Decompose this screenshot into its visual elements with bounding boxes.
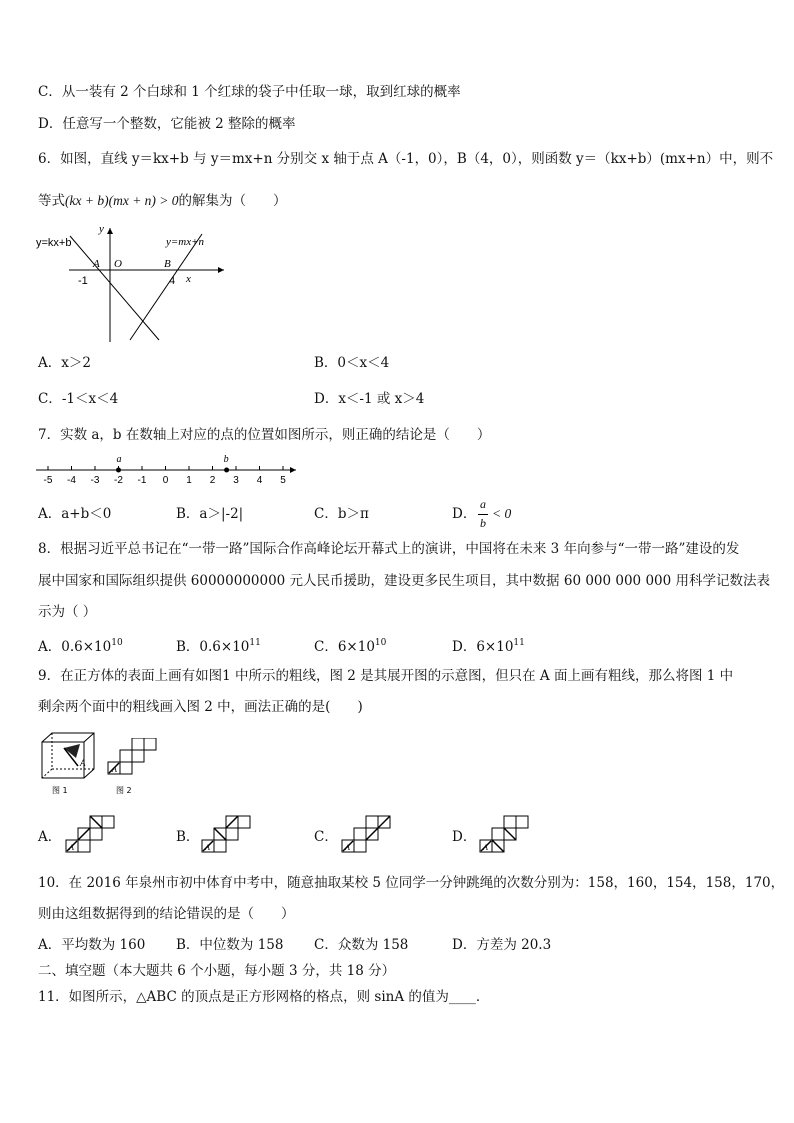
q8-option-c xyxy=(314,634,386,656)
q7-point-a xyxy=(116,468,121,473)
q10-option-c: C．众数为 158 xyxy=(314,937,409,953)
q10-option-d: D．方差为 20.3 xyxy=(452,937,552,953)
q7-tick-label: 4 xyxy=(256,475,263,486)
q10-option-a: A．平均数为 160 xyxy=(38,937,146,953)
q7-tick-label: 0 xyxy=(162,475,169,486)
q8-option-b-base: B．0.6×10 xyxy=(176,639,250,655)
q8-option-d xyxy=(452,634,525,656)
q7-tick-label: -1 xyxy=(137,475,147,486)
q7-option-b: B．a＞|-2| xyxy=(176,506,244,522)
q9-option-d-net xyxy=(478,814,532,856)
q8-option-a xyxy=(38,634,123,656)
q7-stem: 7．实数 a，b 在数轴上对应的点的位置如图所示，则正确的结论是（ ） xyxy=(38,427,491,443)
q8-option-c-exp: 10 xyxy=(374,638,387,648)
q6-option-b: B．0＜x＜4 xyxy=(314,355,390,371)
q5-option-c: C．从一装有 2 个白球和 1 个红球的袋子中任取一球，取到红球的概率 xyxy=(38,84,461,100)
q9-fig2-caption: 图 2 xyxy=(116,786,132,795)
q6-line-kx-b xyxy=(70,236,159,340)
q7-tick-label: 1 xyxy=(186,475,192,486)
q8-option-a-base: A．0.6×10 xyxy=(38,639,112,655)
q7-label-b: b xyxy=(223,454,229,465)
q8-stem-line3: 示为（ ） xyxy=(38,604,97,620)
q5-option-d: D．任意写一个整数，它能被 2 整除的概率 xyxy=(38,116,296,132)
q9-cube-figure xyxy=(38,730,98,798)
q9-net-face-a: A xyxy=(112,765,117,774)
q6-option-c: C．-1＜x＜4 xyxy=(38,391,119,407)
q9-option-d-label: D． xyxy=(452,829,477,845)
q7-tick-label: -2 xyxy=(114,475,123,486)
q7-tick-label: -5 xyxy=(43,475,53,486)
q9-option-d-face: A xyxy=(483,843,488,852)
q7-axis-arrow xyxy=(290,467,296,473)
q7-option-a: A．a+b＜0 xyxy=(38,506,112,522)
q6-y-arrow xyxy=(107,228,113,234)
q7-option-d-numerator: a xyxy=(480,497,486,511)
q6-option-d: D．x＜-1 或 x＞4 xyxy=(314,391,425,407)
q9-cube-face-a: A xyxy=(80,758,86,768)
q11-stem: 11．如图所示，△ABC 的顶点是正方形网格的格点，则 sinA 的值为____． xyxy=(38,989,490,1005)
q8-option-c-base: C．6×10 xyxy=(314,639,375,655)
q6-option-a: A．x＞2 xyxy=(38,355,91,371)
q9-option-c-net xyxy=(340,814,394,856)
q7-label-a: a xyxy=(116,454,122,465)
q9-fig1-caption: 图 1 xyxy=(52,786,68,795)
q7-option-d-prefix: D． xyxy=(452,506,477,522)
q8-option-d-base: D．6×10 xyxy=(452,639,514,655)
q9-option-b-net xyxy=(200,814,254,856)
q10-stem-line2: 则由这组数据得到的结论错误的是（ ） xyxy=(38,906,295,922)
q6-stem-prefix: 等式 xyxy=(38,193,65,209)
q6-label-4: 4 xyxy=(169,275,176,287)
q6-stem-line1: 6．如图，直线 y＝kx+b 与 y＝mx+n 分别交 x 轴于点 A（-1，0），B（4，0），则函数 y＝（kx+b）(mx+n）中，则不 xyxy=(38,151,774,167)
q7-tick-label: 3 xyxy=(233,475,239,486)
q6-label-b: B xyxy=(164,258,171,270)
q7-option-d-denominator: b xyxy=(480,516,486,530)
q6-label-x: x xyxy=(186,273,191,285)
q9-net-figure xyxy=(106,738,162,798)
q7-option-d-relation: < 0 xyxy=(492,506,512,521)
q6-x-arrow xyxy=(218,267,224,273)
q7-tick-label: 5 xyxy=(280,475,286,486)
q6-label-left-line: y=kx+b xyxy=(36,237,72,249)
q9-option-a-label: A． xyxy=(38,829,62,845)
q7-ticks xyxy=(44,466,287,486)
q8-option-d-exp: 11 xyxy=(513,638,525,648)
q10-option-b: B．中位数为 158 xyxy=(176,937,284,953)
q6-label-y: y xyxy=(99,223,104,235)
q8-option-a-exp: 10 xyxy=(111,638,123,648)
q6-label-neg1: -1 xyxy=(78,275,88,287)
q9-stem-line2: 剩余两个面中的粗线画入图 2 中，画法正确的是( ) xyxy=(38,699,363,715)
q6-stem-suffix: 的解集为（ ） xyxy=(178,193,287,209)
q6-graph xyxy=(34,222,234,346)
q7-point-b xyxy=(224,468,229,473)
q8-option-b-exp: 11 xyxy=(249,638,261,648)
q6-label-right-line: y=mx+n xyxy=(166,236,205,248)
q7-number-line xyxy=(34,450,304,490)
q8-stem-line1: 8．根据习近平总书记在“一带一路”国际合作高峰论坛开幕式上的演讲，中国将在未来 3 年向参与“一带一路”建设的发 xyxy=(38,541,740,557)
q9-option-a-face: A xyxy=(69,843,74,852)
section-2-heading: 二、填空题（本大题共 6 个小题，每小题 3 分，共 18 分） xyxy=(38,963,396,979)
q7-tick-label: 2 xyxy=(209,475,216,486)
q9-stem-line1: 9．在正方体的表面上画有如图1 中所示的粗线，图 2 是其展开图的示意图，但只在 A 面上画有粗线，那么将图 1 中 xyxy=(38,668,734,684)
q9-option-c-label: C． xyxy=(314,829,338,845)
q10-stem-line1: 10．在 2016 年泉州市初中体育中考中，随意抽取某校 5 位同学一分钟跳绳的次数分别为：158，160，154，158，170， xyxy=(38,875,785,891)
q9-option-b-face: A xyxy=(205,843,210,852)
q8-stem-line2: 展中国家和国际组织提供 60000000000 元人民币援助，建设更多民生项目，其中数据 60 000 000 000 用科学记数法表 xyxy=(38,573,770,589)
q6-label-a: A xyxy=(93,258,100,270)
q9-option-b-label: B． xyxy=(176,829,200,845)
q6-inequality: (kx + b)(mx + n) > 0 xyxy=(65,193,179,208)
q9-option-a-net xyxy=(64,814,118,856)
q9-option-c-face: A xyxy=(345,843,350,852)
q6-line-mx-n xyxy=(130,234,202,340)
q7-option-c: C．b＞π xyxy=(314,506,369,522)
q6-stem-line2 xyxy=(38,192,287,210)
q7-tick-label: -3 xyxy=(90,475,100,486)
q8-option-b xyxy=(176,634,261,656)
q6-label-o: O xyxy=(114,258,122,270)
q7-tick-label: -4 xyxy=(67,475,76,486)
